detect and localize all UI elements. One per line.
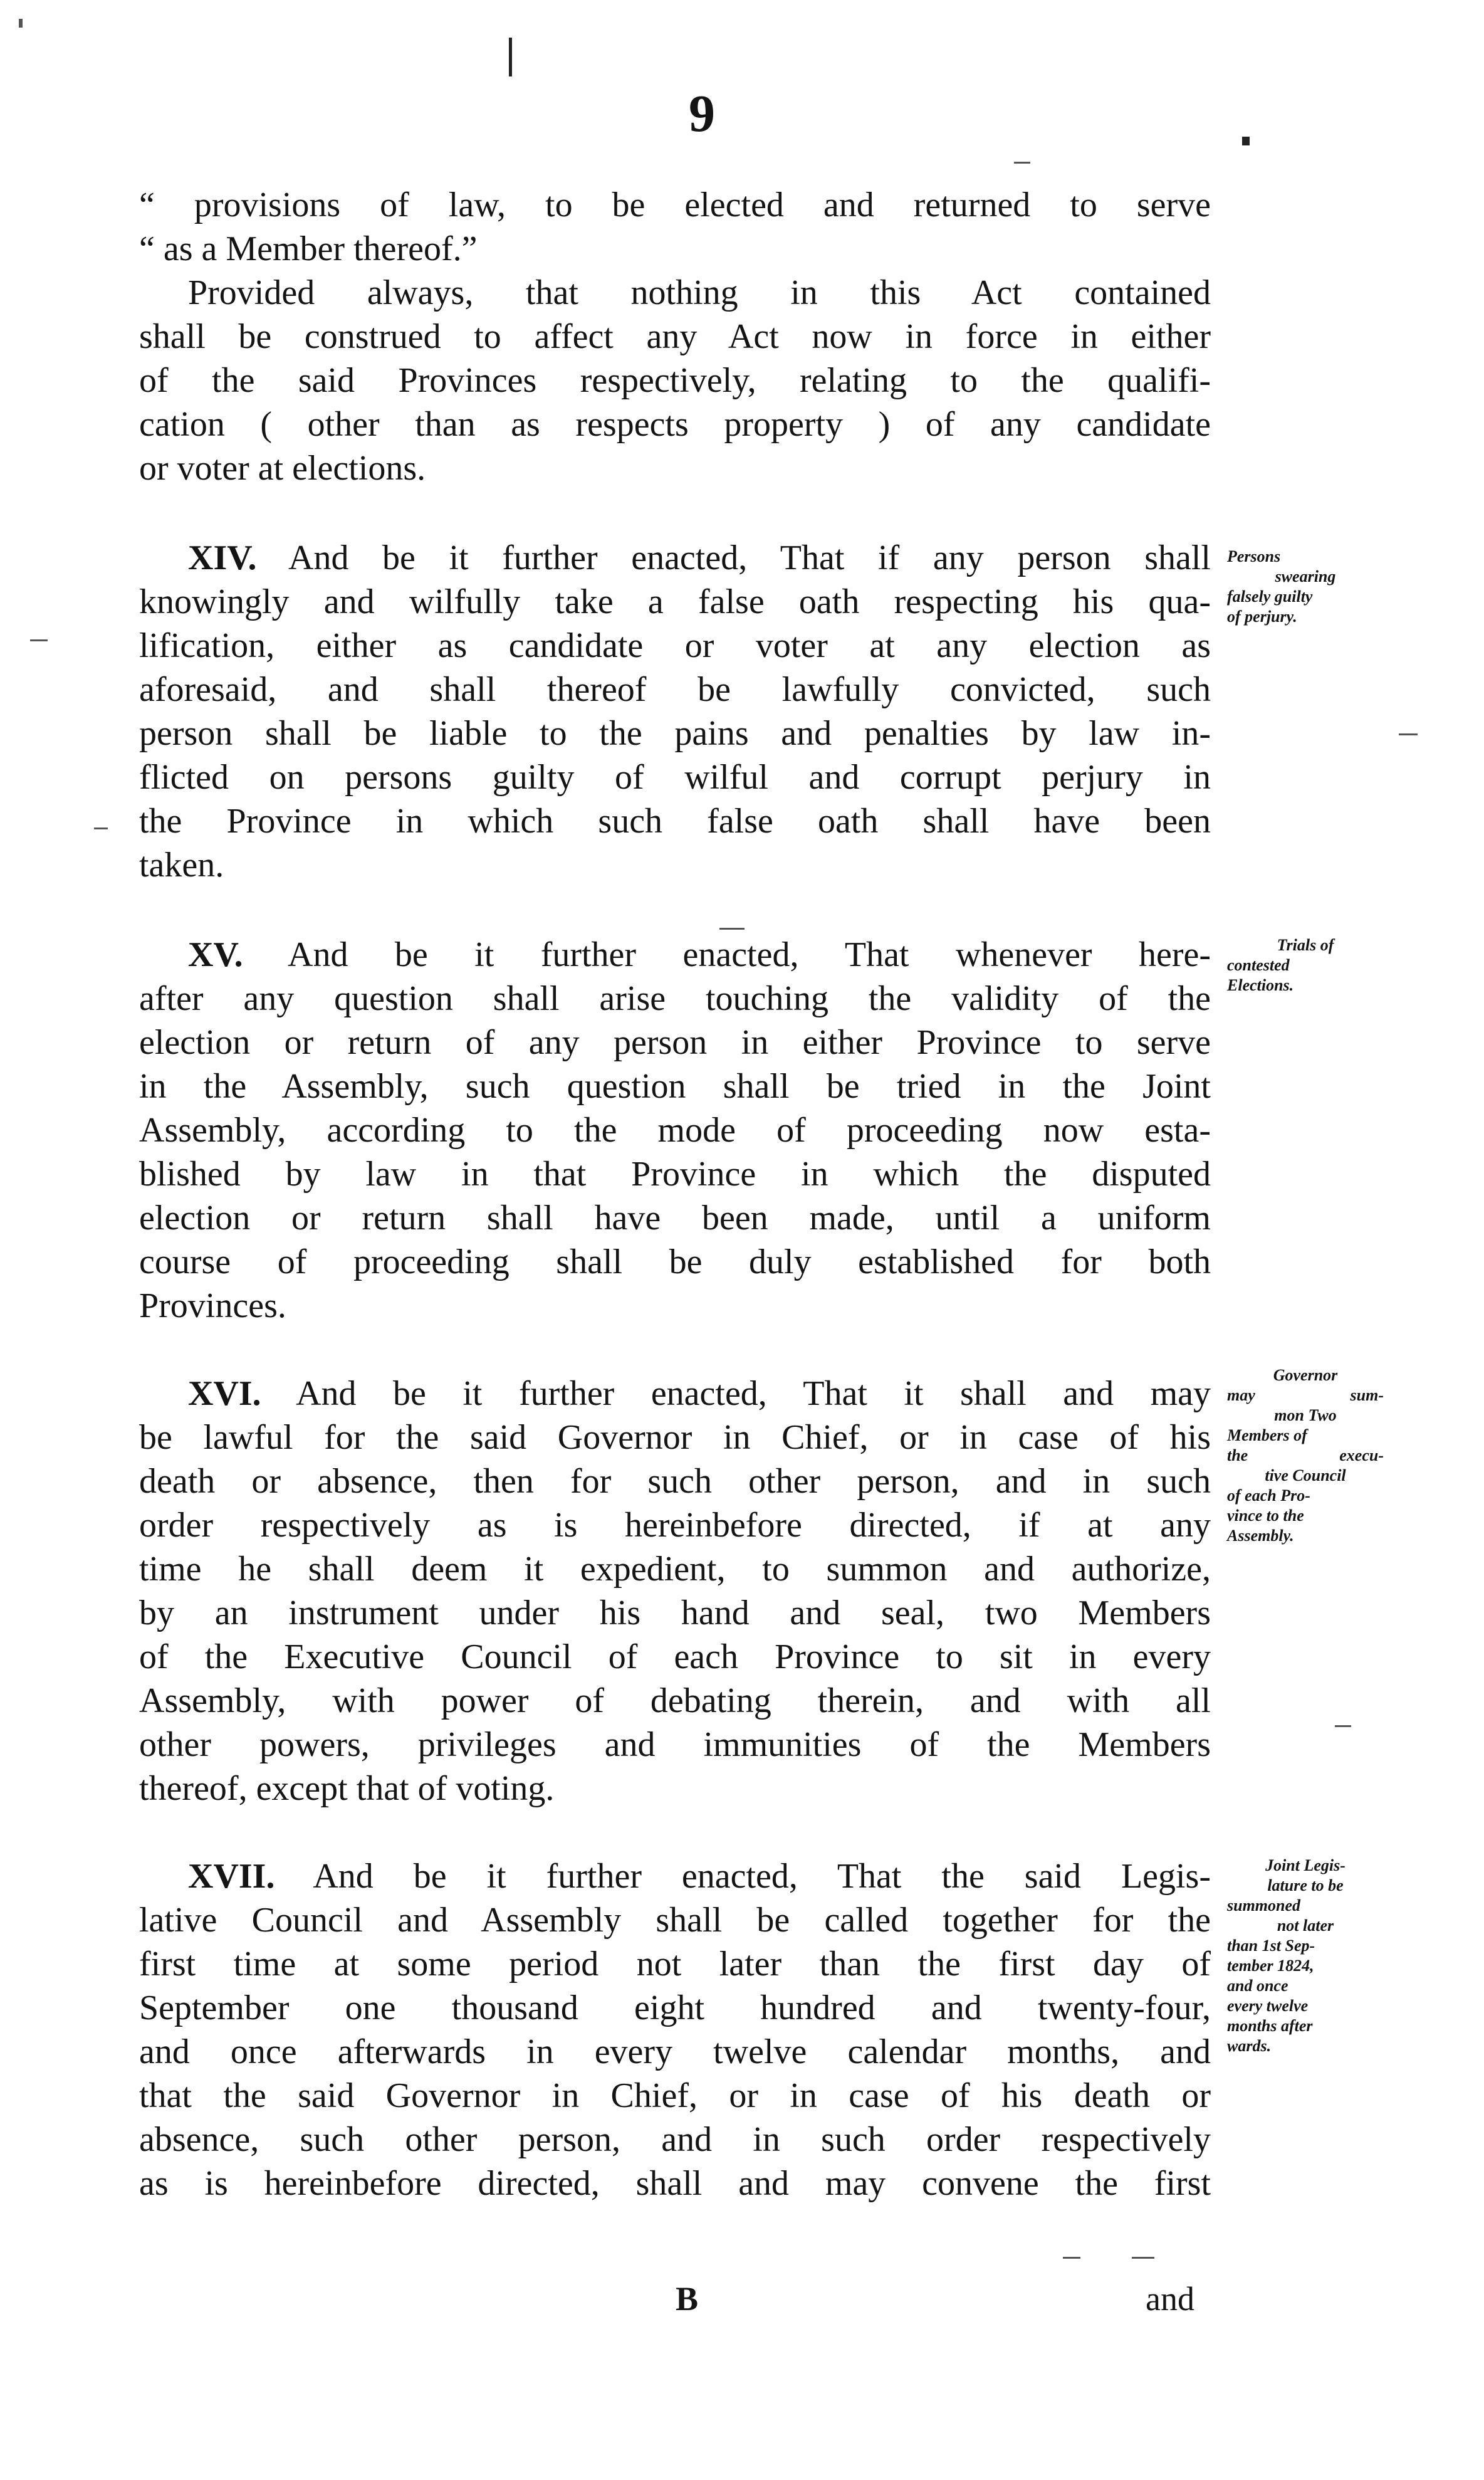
section-xiv-first-line xyxy=(188,536,1211,580)
text-line: And be it further enacted, That whenever here- xyxy=(288,935,1211,974)
margin-note-line: Persons xyxy=(1227,547,1281,565)
page-number: 9 xyxy=(689,85,715,143)
text-line: or voter at elections. xyxy=(139,449,426,488)
margin-note-line: Governor xyxy=(1273,1366,1338,1384)
scan-speck xyxy=(1014,162,1030,164)
margin-note-line: Members of xyxy=(1227,1426,1307,1444)
section-xvii-first-line xyxy=(188,1854,1211,1898)
text-line: after any question shall arise touching the validity of the xyxy=(139,979,1211,1018)
margin-note-line: of perjury. xyxy=(1227,607,1297,626)
section-number: XVII. xyxy=(188,1857,275,1896)
scan-speck xyxy=(1335,1725,1351,1727)
margin-note-line: swearing xyxy=(1275,567,1336,586)
text-line: of the said Provinces respectively, relating to the qualifi- xyxy=(139,361,1211,400)
text-line: and once afterwards in every twelve calendar months, and xyxy=(139,2032,1211,2071)
margin-note-line: tive Council xyxy=(1265,1466,1346,1484)
text-line: in the Assembly, such question shall be tried in the Joint xyxy=(139,1067,1211,1106)
text-line: blished by law in that Province in which the disputed xyxy=(139,1155,1211,1194)
text-line: Provinces. xyxy=(139,1286,286,1325)
text-line: taken. xyxy=(139,846,224,885)
signature-mark: B xyxy=(676,2280,699,2318)
margin-note-line: of each Pro- xyxy=(1227,1486,1310,1505)
margin-note-line: Joint Legis- xyxy=(1265,1856,1346,1874)
margin-note-xiv xyxy=(1227,547,1384,627)
text-line: flicted on persons guilty of wilful and corrupt perjury in xyxy=(139,758,1211,797)
catchword: and xyxy=(1146,2280,1194,2318)
section-number: XV. xyxy=(188,935,243,974)
text-line: as is hereinbefore directed, shall and may convene the first xyxy=(139,2164,1211,2203)
text-line: aforesaid, and shall thereof be lawfully convicted, such xyxy=(139,670,1211,709)
scan-speck xyxy=(1242,137,1250,145)
scan-speck xyxy=(719,928,745,930)
margin-note-line: falsely guilty xyxy=(1227,587,1313,606)
section-xv-first-line xyxy=(188,933,1211,977)
text-line: by an instrument under his hand and seal, two Members xyxy=(139,1594,1211,1632)
margin-note-line: wards. xyxy=(1227,2037,1272,2055)
margin-note-xvi xyxy=(1227,1365,1384,1546)
margin-note-line: than 1st Sep- xyxy=(1227,1936,1315,1955)
margin-note-line: summoned xyxy=(1227,1896,1301,1915)
text-line: course of proceeding shall be duly established for both xyxy=(139,1243,1211,1281)
text-line: And be it further enacted, That it shall and may xyxy=(296,1374,1211,1413)
text-line: order respectively as is hereinbefore directed, if at any xyxy=(139,1506,1211,1545)
margin-note-xvii xyxy=(1227,1856,1384,2056)
text-line: absence, such other person, and in such order respectively xyxy=(139,2120,1211,2159)
margin-note-line: months after xyxy=(1227,2017,1313,2035)
margin-note-line: Assembly. xyxy=(1227,1526,1294,1545)
text-line: “ as a Member thereof.” xyxy=(139,229,478,268)
text-line: lative Council and Assembly shall be called together for the xyxy=(139,1901,1211,1940)
text-line: shall be construed to affect any Act now in force in either xyxy=(139,317,1211,356)
text-line: that the said Governor in Chief, or in case of his death or xyxy=(139,2076,1211,2115)
text-line: Assembly, according to the mode of proceeding now esta- xyxy=(139,1111,1211,1150)
scan-speck xyxy=(1132,2257,1154,2259)
text-line: death or absence, then for such other person, and in such xyxy=(139,1462,1211,1501)
margin-note-line: Elections. xyxy=(1227,976,1294,994)
margin-note-line: Trials of xyxy=(1277,936,1334,954)
top-rule xyxy=(509,38,512,76)
section-xvi-first-line xyxy=(188,1372,1211,1416)
text-line: person shall be liable to the pains and penalties by law in- xyxy=(139,714,1211,753)
margin-note-line: may sum- xyxy=(1227,1386,1384,1404)
text-line: be lawful for the said Governor in Chief, or in case of his xyxy=(139,1418,1211,1457)
text-line: time he shall deem it expedient, to summon and authorize, xyxy=(139,1550,1211,1589)
text-line: knowingly and wilfully take a false oath respecting his qua- xyxy=(139,582,1211,621)
text-line: other powers, privileges and immunities of the Members xyxy=(139,1725,1211,1764)
scan-speck xyxy=(30,639,48,641)
text-line: cation ( other than as respects property ) of any candidate xyxy=(139,405,1211,444)
text-line: election or return of any person in either Province to serve xyxy=(139,1023,1211,1062)
margin-note-line: and once xyxy=(1227,1977,1288,1995)
section-number: XVI. xyxy=(188,1374,261,1413)
text-line: first time at some period not later than the first day of xyxy=(139,1945,1211,1983)
scan-speck xyxy=(19,19,23,28)
text-line: September one thousand eight hundred and twenty-four, xyxy=(139,1989,1211,2027)
scan-speck xyxy=(1063,2257,1080,2259)
text-line: And be it further enacted, That if any person shall xyxy=(288,539,1211,577)
text-line: election or return shall have been made, until a uniform xyxy=(139,1199,1211,1237)
margin-note-line: every twelve xyxy=(1227,1997,1309,2015)
text-line: of the Executive Council of each Province to sit in every xyxy=(139,1637,1211,1676)
margin-note-line: contested xyxy=(1227,956,1290,974)
text-line: the Province in which such false oath shall have been xyxy=(139,802,1211,841)
margin-note-line: lature to be xyxy=(1267,1876,1344,1894)
text-line: thereof, except that of voting. xyxy=(139,1769,555,1808)
margin-note-xv xyxy=(1227,935,1384,996)
margin-note-line: vince to the xyxy=(1227,1506,1304,1525)
margin-note-line: mon Two xyxy=(1274,1406,1337,1424)
scan-speck xyxy=(94,828,108,829)
margin-note-line: not later xyxy=(1277,1916,1334,1935)
text-line: And be it further enacted, That the said Legis- xyxy=(313,1857,1211,1896)
scan-speck xyxy=(1399,733,1418,735)
margin-note-line: the execu- xyxy=(1227,1446,1384,1464)
margin-note-line: tember 1824, xyxy=(1227,1957,1314,1975)
text-line: lification, either as candidate or voter at any election as xyxy=(139,626,1211,665)
section-number: XIV. xyxy=(188,539,257,577)
text-line: Assembly, with power of debating therein, and with all xyxy=(139,1681,1211,1720)
text-line: Provided always, that nothing in this Act contained xyxy=(188,273,1211,312)
text-line: “ provisions of law, to be elected and returned to serve xyxy=(139,186,1211,224)
